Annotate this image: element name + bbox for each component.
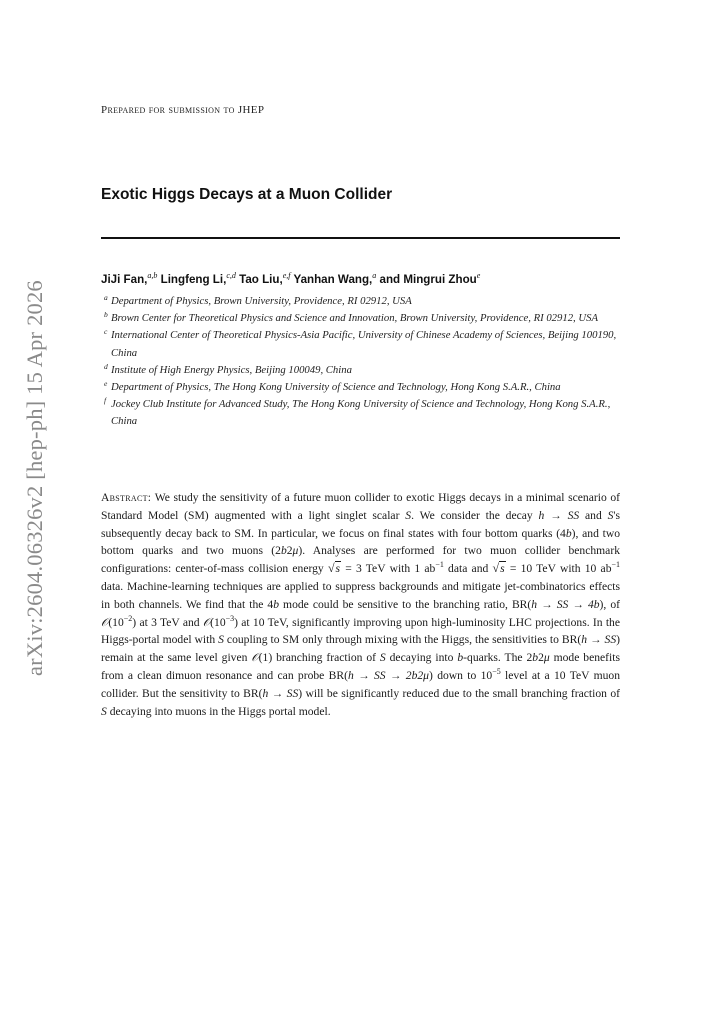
math-symbol: b xyxy=(280,544,287,558)
abstract-text: mode benefits from a clean dimuon resonance and can probe BR( xyxy=(101,651,620,682)
math-exponent: −1 xyxy=(435,560,444,570)
abstract-text: ), and two bottom quarks and two muons (2 xyxy=(101,526,621,558)
submission-note: Prepared for submission to JHEP xyxy=(101,104,265,116)
math-exponent: −2 xyxy=(123,613,133,623)
abstract-text: decaying into xyxy=(385,651,458,665)
affiliation-text: Institute of High Energy Physics, Beijing 100049, China xyxy=(111,363,352,376)
math-symbol: S xyxy=(405,508,412,522)
affiliation xyxy=(101,310,622,327)
author-name: Lingfeng Li, xyxy=(157,272,227,286)
math-symbol: S xyxy=(607,508,614,522)
affiliation-mark: a xyxy=(104,293,108,302)
author-name: and Mingrui Zhou xyxy=(376,272,477,286)
math-symbol: 𝒪 xyxy=(101,615,109,629)
affiliation xyxy=(101,293,622,310)
abstract-text: ) at 3 TeV and xyxy=(132,615,203,629)
affiliation-text: Department of Physics, Brown University, Providence, RI 02912, USA xyxy=(111,295,412,307)
arxiv-identifier: arXiv:2604.06326v2 [hep-ph] 15 Apr 2026 xyxy=(22,280,47,676)
affiliation xyxy=(101,362,622,379)
affiliation-text: Jockey Club Institute for Advanced Study, The Hong Kong University of Science and Technology, Hong Kong S.A.R., China xyxy=(111,398,611,428)
math-symbol: 𝒪 xyxy=(202,615,211,629)
abstract-text: (10 xyxy=(108,615,124,629)
math-symbol: b xyxy=(532,651,539,665)
author-affil-mark: c,d xyxy=(226,271,236,280)
math-symbol: s xyxy=(335,562,341,576)
paper-title: Exotic Higgs Decays at a Muon Collider xyxy=(101,186,393,203)
abstract-text: 2 xyxy=(538,651,544,665)
math-expression: h → SS xyxy=(581,633,617,647)
sqrt-expression: √s xyxy=(327,561,341,576)
author-affil-mark: e,f xyxy=(282,271,291,280)
abstract xyxy=(101,489,620,720)
affiliation-mark: c xyxy=(104,327,108,337)
sqrt-expression: √s xyxy=(492,561,505,576)
abstract-text: and xyxy=(579,508,608,522)
affiliation-list xyxy=(101,293,622,431)
math-exponent: −5 xyxy=(492,667,501,677)
abstract-text: . We consider the decay xyxy=(411,508,539,522)
affiliation-text: Brown Center for Theoretical Physics and Science and Innovation, Brown University, Providence, RI 02912, USA xyxy=(111,312,598,325)
abstract-text: coupling to SM only through mixing with the Higgs, the sensitivities to BR( xyxy=(223,633,582,647)
math-expression: h → SS → 2b2μ xyxy=(347,668,430,682)
math-expression: h → SS xyxy=(538,508,580,522)
author-name: Yanhan Wang, xyxy=(290,272,373,286)
abstract-text: (1) branching fraction of xyxy=(258,651,380,665)
abstract-text: ) remain at the same level given xyxy=(101,633,621,665)
math-symbol: μ xyxy=(292,544,299,558)
abstract-text: data. Machine-learning techniques are applied to suppress backgrounds and mitigate jet-combinatorics effects in both channels. We find that the 4 xyxy=(101,579,620,611)
abstract-text: ), of xyxy=(599,597,620,611)
author-name: JiJi Fan, xyxy=(101,272,148,286)
math-symbol: b xyxy=(457,651,464,665)
abstract-text: = 3 TeV with 1 ab xyxy=(341,562,436,576)
math-symbol: S xyxy=(101,704,107,718)
author-name: Tao Liu, xyxy=(235,272,283,286)
affiliation-text: Department of Physics, The Hong Kong University of Science and Technology, Hong Kong S.A.R., China xyxy=(111,381,561,394)
abstract-text: mode could be sensitive to the branching ratio, BR( xyxy=(279,597,532,611)
abstract-text: ). Analyses are performed for two muon collider benchmark configurations: center-of-mass collision energy xyxy=(101,544,620,576)
abstract-text: = 10 TeV with 10 ab xyxy=(505,562,612,576)
abstract-text: We study the sensitivity of a future muon collider to exotic Higgs decays in a minimal scenario of Standard Model (SM) augmented with a light singlet scalar xyxy=(101,491,620,522)
author-affil-mark: a xyxy=(372,271,377,280)
abstract-text: level at a 10 TeV muon collider. But the sensitivity to BR( xyxy=(101,668,621,700)
abstract-label: Abstract: xyxy=(101,491,152,504)
math-expression: h → SS xyxy=(262,686,299,700)
abstract-text: ) at 10 TeV, significantly improving upon high-luminosity LHC projections. In the Higgs-portal model with xyxy=(101,615,620,647)
math-symbol: S xyxy=(218,633,224,647)
math-symbol: μ xyxy=(543,651,550,665)
math-expression: h → SS → 4b xyxy=(531,597,600,611)
abstract-text: data and xyxy=(443,562,493,576)
affiliation-text: International Center of Theoretical Physics-Asia Pacific, University of Chinese Academy of Sciences, Beijing 100190, China xyxy=(111,329,617,359)
math-symbol: S xyxy=(379,651,386,665)
author-list xyxy=(101,271,480,286)
author-affil-mark: a,b xyxy=(147,271,158,280)
affiliation xyxy=(101,396,622,430)
affiliation-mark: b xyxy=(104,310,108,320)
affiliation-mark: e xyxy=(104,379,108,389)
math-symbol: 𝒪 xyxy=(251,651,259,665)
affiliation xyxy=(101,327,622,361)
title-rule xyxy=(101,237,620,239)
arxiv-sidebar xyxy=(20,280,50,676)
math-symbol: s xyxy=(500,562,505,576)
math-exponent: −3 xyxy=(225,613,235,623)
abstract-text: ) will be significantly reduced due to the small branching fraction of xyxy=(298,686,621,700)
abstract-text: (10 xyxy=(210,615,226,629)
math-exponent: −1 xyxy=(611,560,621,570)
abstract-text: 's subsequently decay back to SM. In particular, we focus on final states with four bottom quarks (4 xyxy=(101,508,621,540)
affiliation-mark: f xyxy=(104,396,107,406)
affiliation-mark: d xyxy=(104,361,108,371)
abstract-text: ) down to 10 xyxy=(429,668,493,682)
math-symbol: b xyxy=(273,597,280,611)
abstract-text: 2 xyxy=(286,544,293,558)
affiliation xyxy=(101,379,622,396)
abstract-text: decaying into muons in the Higgs portal model. xyxy=(106,704,331,718)
math-symbol: b xyxy=(565,526,572,540)
author-affil-mark: e xyxy=(476,271,481,280)
abstract-text: -quarks. The 2 xyxy=(463,651,533,665)
